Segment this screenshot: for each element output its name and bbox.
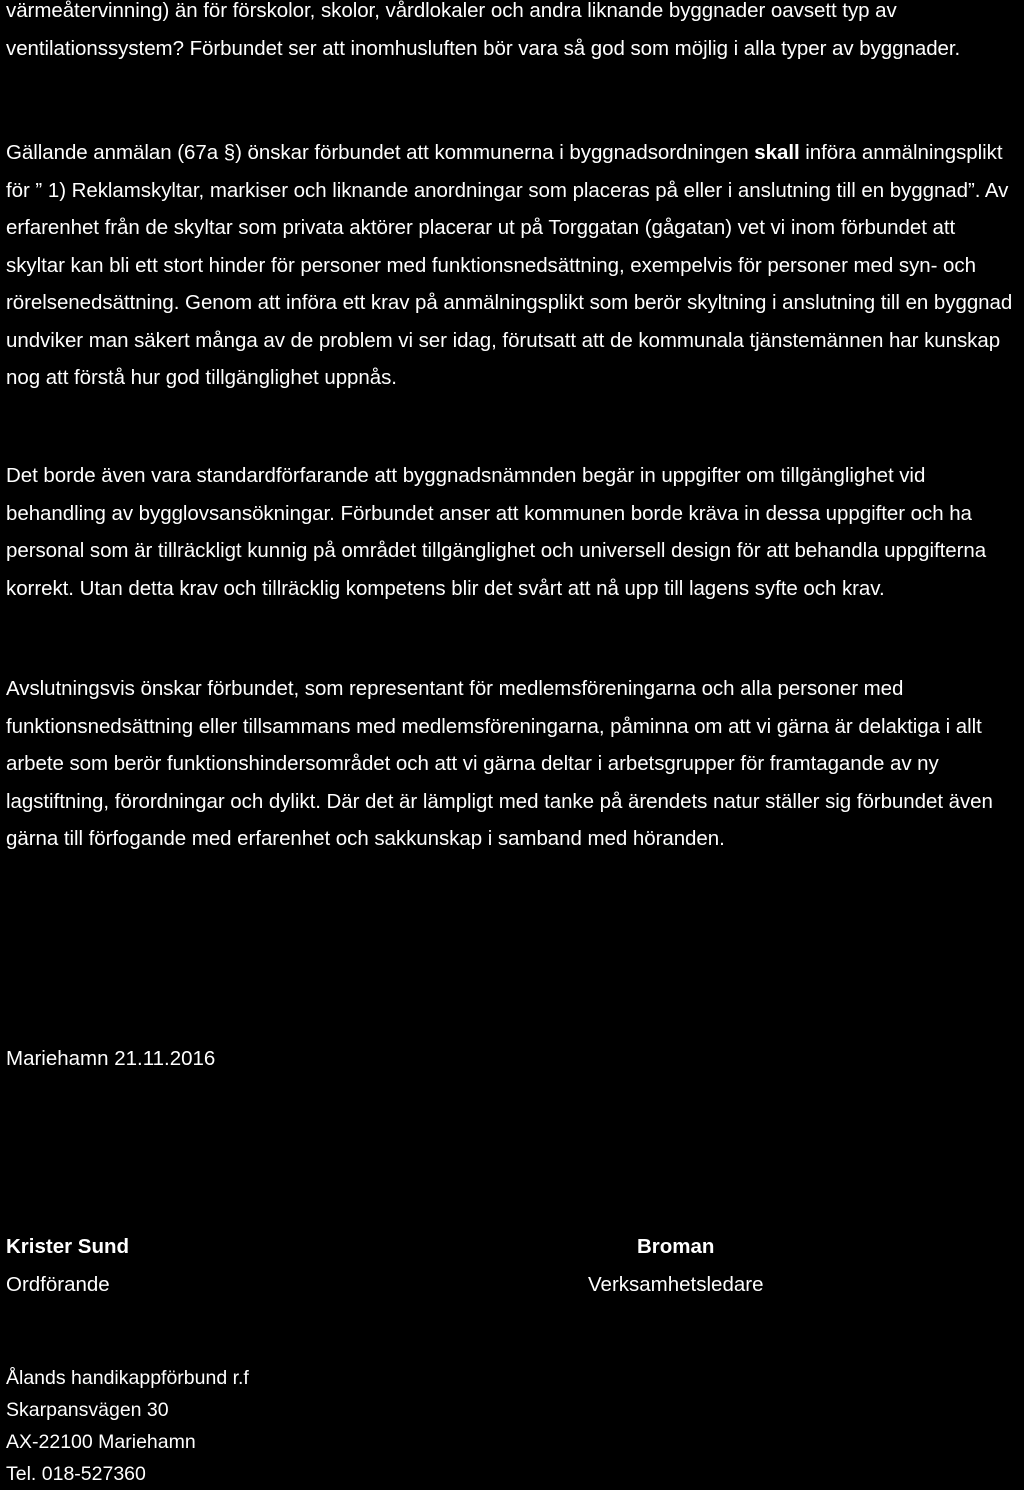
signatory-role: Verksamhetsledare xyxy=(588,1273,764,1296)
paragraph-2-emphasis: skall xyxy=(754,141,800,164)
street-address: Skarpansvägen 30 xyxy=(6,1399,169,1421)
organization-name: Ålands handikappförbund r.f xyxy=(6,1367,249,1389)
sender-address xyxy=(6,1362,249,1490)
signatory-name: Broman xyxy=(637,1235,715,1258)
signatory-name: Krister Sund xyxy=(6,1235,130,1258)
body-paragraph-4: Avslutningsvis önskar förbundet, som representant för medlemsföreningarna och alla personer med funktionsnedsättning eller tillsammans med medlemsföreningarna, påminna om att vi gärna är delaktiga i allt arbete som berör funktionshindersområdet och att vi gärna deltar i arbetsgrupper för framtagande av ny lagstiftning, förordningar och dylikt. Där det är lämpligt med tanke på ärendets natur ställer sig förbundet även gärna till förfogande med erfarenhet och sakkunskap i samband med höranden. xyxy=(6,677,993,850)
signature-block-manager xyxy=(588,1228,763,1304)
body-paragraph-1: värmeåtervinning) än för förskolor, skolor, vårdlokaler och andra liknande byggnader oavsett typ av ventilationssystem? Förbundet ser att inomhusluften bör vara så god som möjlig i alla typer av byggnader. xyxy=(6,0,961,60)
postal-address: AX-22100 Mariehamn xyxy=(6,1431,196,1453)
paragraph-2-text-end: införa anmälningsplikt för ” 1) Reklamskyltar, markiser och liknande anordningar som placeras på eller i anslutning till en byggnad”. Av erfarenhet från de skyltar som privata aktörer placerar ut på Torggatan (gågatan) vet vi inom förbundet att skyltar kan bli ett stort hinder för personer med funktionsnedsättning, exempelvis för personer med syn- och rörelsenedsättning. Genom att införa ett krav på anmälningsplikt som berör skyltning i anslutning till en byggnad undviker man säkert många av de problem vi ser idag, förutsatt att de kommunala tjänstemännen har kunskap nog att förstå hur god tillgänglighet uppnås. xyxy=(6,141,1013,389)
body-paragraph-2 xyxy=(6,134,1018,397)
signature-block-chair xyxy=(6,1228,129,1304)
phone-number: Tel. 018-527360 xyxy=(6,1463,146,1485)
signatory-role: Ordförande xyxy=(6,1273,110,1296)
letter-page xyxy=(6,0,1020,1490)
paragraph-2-text-start: Gällande anmälan (67a §) önskar förbundet att kommunerna i byggnadsordningen xyxy=(6,141,755,164)
body-paragraph-3: Det borde även vara standardförfarande att byggnadsnämnden begär in uppgifter om tillgänglighet vid behandling av bygglovsansökningar. Förbundet anser att kommunen borde kräva in dessa uppgifter och ha personal som är tillräckligt kunnig på området tillgänglighet och universell design för att behandla uppgifterna korrekt. Utan detta krav och tillräcklig kompetens blir det svårt att nå upp till lagens syfte och krav. xyxy=(6,464,987,600)
place-and-date: Mariehamn 21.11.2016 xyxy=(6,1047,216,1070)
